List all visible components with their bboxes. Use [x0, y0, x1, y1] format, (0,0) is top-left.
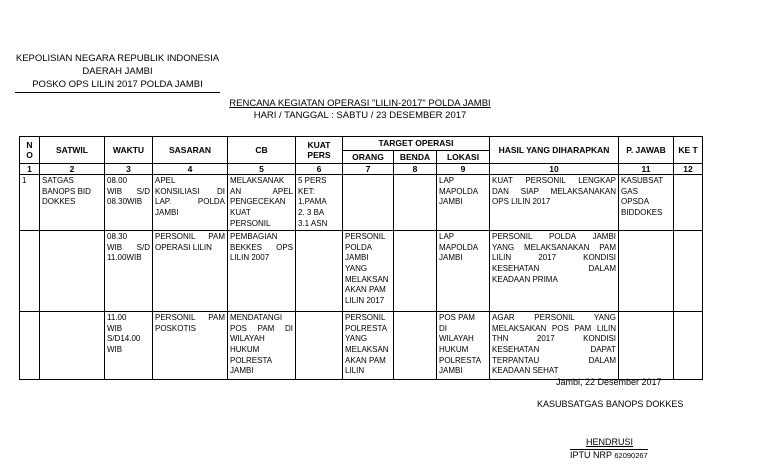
cell-line: LAP — [439, 232, 455, 242]
cell-benda — [394, 175, 437, 231]
cell-lokasi — [437, 231, 490, 312]
cell-line: PEMBAGIAN — [230, 232, 278, 242]
column-number-row — [20, 164, 703, 175]
cell-line: WIB — [107, 344, 123, 354]
signatory-position: KASUBSATGAS BANOPS DOKKES — [537, 399, 684, 409]
column-number-cell: 5 — [228, 164, 296, 175]
cell-line: DAN SIAP MELAKSANAKAN — [492, 186, 617, 196]
cell-line: KESEHATAN DALAM — [492, 263, 617, 273]
cell-line: OPS LILIN 2017 — [492, 197, 551, 207]
cell-line: KUAT — [230, 207, 251, 217]
letterhead-line-2: DAERAH JAMBI — [82, 66, 153, 77]
cell-line: PENGECEKAN — [230, 197, 286, 207]
cell-orang — [343, 231, 394, 312]
document-title — [150, 98, 570, 122]
cell-line: MELAKSAN — [345, 344, 389, 354]
cell-line: BIDDOKES — [621, 207, 663, 217]
cell-line: THN 2017 KONDISI — [492, 334, 617, 344]
cell-line: KUAT PERSONIL LENGKAP — [492, 176, 617, 186]
cell-cb — [228, 175, 296, 231]
letterhead — [15, 52, 220, 93]
cell-line: SATGAS — [42, 176, 74, 186]
nrp-number: 62090267 — [614, 451, 648, 460]
column-number-cell: 2 — [40, 164, 105, 175]
cell-line: YANG MELAKSANAKAN PAM — [492, 242, 617, 252]
cell-kuat-pers — [296, 312, 343, 380]
column-number-cell: 10 — [490, 164, 619, 175]
cell-lokasi — [437, 312, 490, 380]
cell-line: AGAR PERSONIL YANG — [492, 313, 617, 323]
cell-line: 5 PERS — [298, 176, 327, 186]
cell-line: LILIN — [345, 366, 365, 376]
cell-line: DOKKES — [42, 197, 76, 207]
column-number-cell: 9 — [437, 164, 490, 175]
cell-sasaran — [153, 175, 228, 231]
column-number-cell: 4 — [153, 164, 228, 175]
cell-line: LILIN 2007 — [230, 253, 270, 263]
cell-line: MELAKSAN — [345, 274, 389, 284]
cell-line: MELAKSAKAN POS PAM LILIN — [492, 323, 617, 333]
cell-kuat-pers — [296, 175, 343, 231]
cell-line: JAMBI — [439, 366, 463, 376]
cell-line: TERPANTAU DALAM — [492, 355, 617, 365]
cell-line: PERSONIL PAM — [155, 313, 225, 323]
cell-line: BANOPS BID — [42, 186, 91, 196]
cell-line: BEKKES OPS — [230, 242, 293, 252]
cell-line: DI — [439, 323, 447, 333]
table-row — [20, 312, 703, 380]
table-row — [20, 175, 703, 231]
cell-line: KEADAAN SEHAT — [492, 366, 559, 376]
header-hasil: HASIL YANG DIHARAPKAN — [490, 137, 619, 164]
cell-sasaran — [153, 312, 228, 380]
cell-cb — [228, 312, 296, 380]
cell-line: JAMBI — [230, 366, 254, 376]
cell-line: POS PAM DI — [230, 323, 293, 333]
cell-line: LAP. POLDA — [155, 197, 225, 207]
cell-line: 3.1 ASN — [298, 218, 328, 228]
cell-line: APEL — [155, 176, 176, 186]
cell-line: WILAYAH — [439, 334, 474, 344]
cell-line: 08.30 — [107, 232, 128, 242]
cell-line: MELAKSANAK — [230, 176, 285, 186]
cell-line: KEADAAN PRIMA — [492, 274, 558, 284]
cell-line: POLRESTA — [439, 355, 482, 365]
header-waktu: WAKTU — [105, 137, 153, 164]
cell-line: LAP — [439, 176, 455, 186]
column-number-cell: 1 — [20, 164, 40, 175]
cell-no — [20, 312, 40, 380]
header-cb: CB — [228, 137, 296, 164]
cell-line: PERSONIL — [345, 313, 386, 323]
cell-line: KET: — [298, 186, 315, 196]
cell-line: 08.00 — [107, 176, 128, 186]
column-number-cell: 12 — [674, 164, 703, 175]
cell-line: HUKUM — [439, 344, 469, 354]
header-lokasi: LOKASI — [437, 150, 490, 164]
table-row — [20, 231, 703, 312]
cell-satwil — [40, 312, 105, 380]
cell-line: POLRESTA — [345, 323, 388, 333]
cell-line: YANG — [345, 263, 368, 273]
cell-line: POLDA — [345, 242, 373, 252]
cell-line: PERSONIL PAM — [155, 232, 225, 242]
cell-no — [20, 231, 40, 312]
cell-line: MENDATANGI — [230, 313, 283, 323]
cell-benda — [394, 231, 437, 312]
cell-line: POS PAM — [439, 313, 475, 323]
header-ket: KE T — [674, 137, 703, 164]
cell-hasil — [490, 175, 619, 231]
cell-line: HUKUM — [230, 344, 260, 354]
cell-line: JAMBI — [439, 253, 463, 263]
cell-ket — [674, 231, 703, 312]
cell-benda — [394, 312, 437, 380]
cell-line: GAS — [621, 186, 638, 196]
cell-line: KONSILIASI DI — [155, 186, 225, 196]
cell-line: PERSONIL — [345, 232, 386, 242]
cell-line: MAPOLDA — [439, 242, 479, 252]
cell-cb — [228, 231, 296, 312]
cell-line: LILIN 2017 — [345, 295, 385, 305]
cell-hasil — [490, 312, 619, 380]
column-number-cell: 11 — [619, 164, 674, 175]
cell-kuat-pers — [296, 231, 343, 312]
cell-line: PERSONIL POLDA JAMBI — [492, 232, 617, 242]
cell-line: POSKOTIS — [155, 323, 196, 333]
cell-satwil — [40, 231, 105, 312]
cell-line: WIB S/D — [107, 242, 150, 252]
column-number-cell: 6 — [296, 164, 343, 175]
column-number-cell: 8 — [394, 164, 437, 175]
cell-ket — [674, 312, 703, 380]
header-p-jawab: P. JAWAB — [619, 137, 674, 164]
cell-line: LILIN 2017 KONDISI — [492, 253, 617, 263]
cell-p-jawab — [619, 312, 674, 380]
cell-hasil — [490, 231, 619, 312]
cell-line: OPERASI LILIN — [155, 242, 212, 252]
cell-lokasi — [437, 175, 490, 231]
cell-orang — [343, 175, 394, 231]
cell-line: YANG — [345, 334, 368, 344]
cell-line: AKAN PAM — [345, 285, 386, 295]
cell-line: KASUBSAT — [621, 176, 664, 186]
column-number-cell: 7 — [343, 164, 394, 175]
header-satwil: SATWIL — [40, 137, 105, 164]
cell-line: PERSONIL — [230, 218, 271, 228]
letterhead-line-1: KEPOLISIAN NEGARA REPUBLIK INDONESIA — [15, 53, 220, 64]
header-orang: ORANG — [343, 150, 394, 164]
cell-line: MAPOLDA — [439, 186, 479, 196]
cell-line: WIB — [107, 323, 123, 333]
rank-nrp-label: IPTU NRP — [570, 450, 612, 460]
signatory-rank-nrp — [570, 449, 648, 460]
cell-line: POLRESTA — [230, 355, 273, 365]
cell-line: OPSDA — [621, 197, 650, 207]
cell-line: 11.00WIB — [107, 253, 142, 263]
activity-plan-table — [19, 136, 703, 380]
header-sasaran: SASARAN — [153, 137, 228, 164]
signatory-name: HENDRUSI — [586, 437, 634, 447]
cell-line: 11.00 — [107, 313, 127, 323]
cell-waktu — [105, 175, 153, 231]
cell-waktu — [105, 312, 153, 380]
cell-line: WIB S/D — [107, 186, 150, 196]
title-date: HARI / TANGGAL : SABTU / 23 DESEMBER 2017 — [253, 110, 467, 121]
cell-line: JAMBI — [345, 253, 369, 263]
cell-satwil — [40, 175, 105, 231]
cell-line: AKAN PAM — [345, 355, 386, 365]
cell-ket — [674, 175, 703, 231]
cell-line: S/D14.00 — [107, 334, 141, 344]
cell-line: WILAYAH — [230, 334, 265, 344]
cell-line: JAMBI — [439, 197, 463, 207]
cell-sasaran — [153, 231, 228, 312]
cell-line: KESEHATAN DAPAT — [492, 344, 617, 354]
cell-line: AN APEL — [230, 186, 293, 196]
header-kuat-pers: KUAT PERS — [296, 137, 343, 164]
place-date: Jambi, 22 Desember 2017 — [556, 377, 662, 387]
cell-p-jawab — [619, 175, 674, 231]
header-benda: BENDA — [394, 150, 437, 164]
header-no: N O — [20, 137, 40, 164]
cell-line: 2. 3 BA — [298, 207, 325, 217]
header-target-operasi: TARGET OPERASI — [343, 137, 490, 151]
cell-line: JAMBI — [155, 207, 179, 217]
cell-line: 1.PAMA — [298, 197, 327, 207]
cell-p-jawab — [619, 231, 674, 312]
letterhead-line-3: POSKO OPS LILIN 2017 POLDA JAMBI — [15, 78, 220, 93]
cell-orang — [343, 312, 394, 380]
cell-line: 08.30WIB — [107, 197, 143, 207]
cell-no: 1 — [20, 175, 40, 231]
cell-waktu — [105, 231, 153, 312]
column-number-cell: 3 — [105, 164, 153, 175]
title-main: RENCANA KEGIATAN OPERASI "LILIN-2017" POLDA JAMBI — [229, 98, 491, 109]
